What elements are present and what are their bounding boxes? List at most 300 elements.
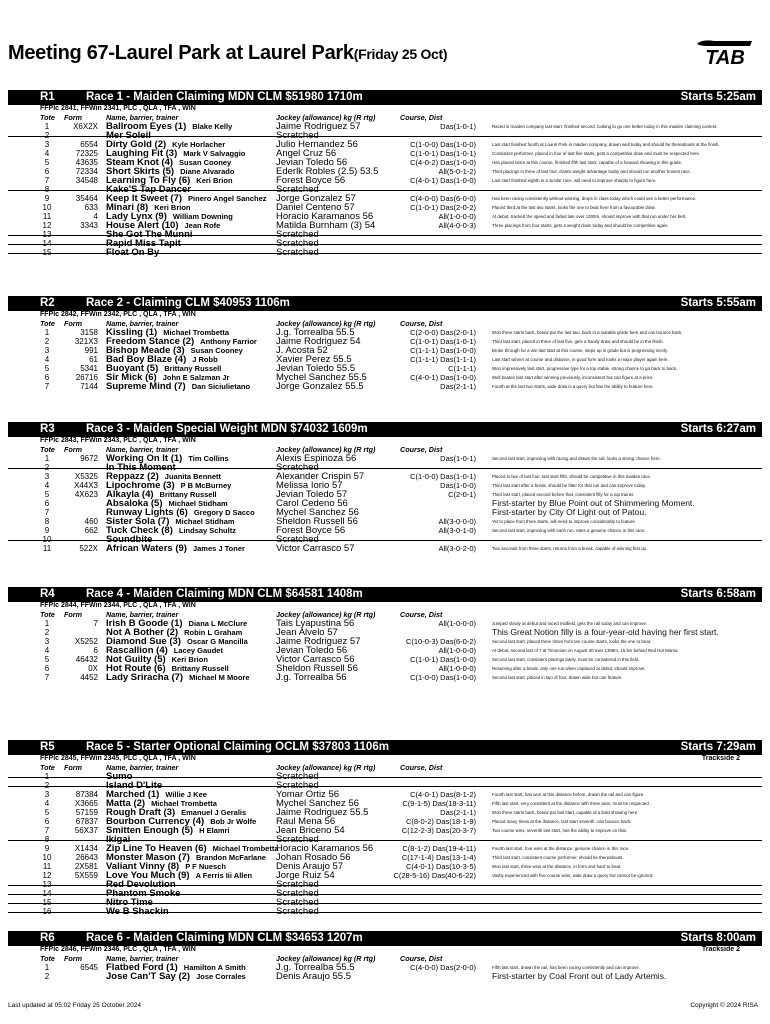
horse-barrier: Ballroom Eyes (1)	[106, 121, 187, 132]
tote-number: 2	[44, 972, 50, 981]
trainer-name: Pinero Angel Sanchez	[188, 194, 267, 203]
horse-barrier: Irish B Goode (1)	[106, 618, 183, 629]
race-pools: FFPlc 2842, FFWin 2342, PLC , QLA , TFA , WIN	[40, 311, 196, 318]
col-horse: Name, barrier, trainer	[106, 445, 179, 454]
trainer-name: Tim Collins	[188, 454, 229, 463]
trainer-name: Keri Brion	[171, 655, 208, 664]
jockey: Jevian Toledo 56	[276, 645, 348, 656]
race-pools: FFPlc 2845, FFWin 2345, PLC , QLA , TFA , WIN Trackside 2	[40, 755, 740, 762]
tote-number: 2	[44, 463, 50, 472]
trackside-channel: Trackside 2	[701, 755, 740, 762]
race-start-time: Starts 6:27am	[680, 423, 756, 435]
course-distance-stats: C(1-0-0) Das(1-0-0)	[410, 140, 476, 149]
form-figures: 5X559	[74, 871, 98, 880]
runner-comment: First-starter by City Of Light out of Patou.	[492, 508, 647, 517]
form-figures: X5325	[74, 472, 98, 481]
horse-barrier: Marched (1)	[106, 789, 160, 800]
runner-row	[8, 544, 762, 553]
col-course-dist: Course, Dist	[400, 610, 443, 619]
trainer-name: Gregory D Sacco	[193, 508, 255, 517]
jockey: Scratched	[276, 780, 319, 791]
horse-name	[106, 972, 246, 981]
trainer-name: Susan Cooney	[179, 158, 232, 167]
runner-comment: Has been racing consistently without winning, drops in class today which could see a better performance.	[492, 196, 697, 201]
col-course-dist: Course, Dist	[400, 319, 443, 328]
horse-barrier: Working On It (1)	[106, 453, 183, 464]
runner-row-scratched	[8, 907, 762, 916]
trainer-name: Juanita Bennett	[164, 472, 222, 481]
tote-number: 13	[42, 880, 52, 889]
trainer-name: Jean Rofe	[184, 221, 221, 230]
course-distance-stats: C(8-1-2) Das(19-4-11)	[402, 844, 476, 853]
form-figures: 6	[93, 646, 98, 655]
runner-comment: Vastly experienced with five course wins, wide draw a query but cannot be ignored.	[492, 873, 654, 878]
col-tote: Tote	[40, 113, 55, 122]
col-course-dist: Course, Dist	[400, 763, 443, 772]
race-header	[8, 296, 762, 311]
horse-barrier: Hot Route (6)	[106, 663, 166, 674]
course-distance-stats: C(4-0-1) Das(1-0-0)	[410, 176, 476, 185]
trainer-name: Emanuel J Geralis	[181, 808, 247, 817]
course-distance-stats: All(3-0-0-0)	[438, 517, 476, 526]
form-figures: 72334	[75, 167, 98, 176]
tote-number: 9	[44, 844, 50, 853]
horse-barrier: Love You Much (9)	[106, 870, 190, 881]
form-figures: 26643	[75, 853, 98, 862]
tote-number: 3	[44, 346, 50, 355]
runner-comment: Consistent performer, placed in four of last five starts, gets a competitive draw and must be respected here.	[492, 151, 701, 156]
runner-row-scratched	[8, 248, 762, 257]
horse-barrier: Not A Bother (2)	[106, 627, 179, 638]
tote-number: 7	[44, 382, 50, 391]
tote-number: 11	[42, 544, 52, 553]
jockey: Jaime Rodriguez 57	[276, 121, 361, 132]
horse-barrier: Sumo	[106, 771, 133, 782]
col-form: Form	[64, 113, 82, 122]
runner-comment: This Great Notion filly is a four-year-old having her first start.	[492, 628, 719, 637]
trainer-name: Robin L Graham	[184, 628, 243, 637]
course-distance-stats: C(1-1-1) Das(1-0-0)	[410, 346, 476, 355]
horse-name	[106, 907, 169, 916]
jockey: Mychel Sanchez 56	[276, 507, 359, 518]
course-distance-stats: All(1-0-0-0)	[438, 664, 476, 673]
course-distance-stats: All(1-0-0-0)	[438, 212, 476, 221]
form-figures: 34548	[75, 176, 98, 185]
trainer-name: Mark V Salvaggio	[183, 149, 246, 158]
jockey: Jaime Rodriguez 55.5	[276, 807, 369, 818]
horse-barrier: Supreme Mind (7)	[106, 381, 186, 392]
form-figures: 4X623	[74, 490, 98, 499]
horse-barrier: Kake'S Tap Dancer	[106, 184, 191, 195]
jockey: Raul Mena 56	[276, 816, 336, 827]
jockey: Scratched	[276, 534, 319, 545]
course-distance-stats: Das(2-1-1)	[440, 382, 476, 391]
trainer-name: Blake Kelly	[192, 122, 233, 131]
tote-number: 11	[42, 212, 52, 221]
jockey: Melissa Iorio 57	[276, 480, 343, 491]
horse-barrier: Sir Mick (6)	[106, 372, 157, 383]
jockey: Victor Carrasco 56	[276, 654, 355, 665]
col-course-dist: Course, Dist	[400, 113, 443, 122]
runner-comment: Second last start, consistent placings lately, must be considered in this field.	[492, 657, 640, 662]
trainer-name: H Elamri	[199, 826, 230, 835]
tote-number: 10	[42, 535, 52, 544]
race-number: R4	[40, 588, 55, 600]
col-jockey: Jockey (allowance) kg (R rtg)	[276, 763, 376, 772]
col-tote: Tote	[40, 763, 55, 772]
runner-comment: Well beaten last start after winning previously, inconsistent but can figure at a price.	[492, 375, 654, 380]
col-tote: Tote	[40, 954, 55, 963]
tote-number: 7	[44, 826, 50, 835]
tote-number: 7	[44, 673, 50, 682]
course-distance-stats: C(1-0-1) Das(1-0-0)	[410, 655, 476, 664]
race-start-time: Starts 7:29am	[680, 741, 756, 753]
runner-comment: At debut, second last of 7 at Timonium on August 30 over 1308m, 15 len behind Red Hot Mama.	[492, 648, 679, 653]
horse-barrier: Lady Sriracha (7)	[106, 672, 184, 683]
horse-barrier: Not Guilty (5)	[106, 654, 166, 665]
col-horse: Name, barrier, trainer	[106, 763, 179, 772]
col-form: Form	[64, 610, 82, 619]
runner-comment: Has placed twice at this course, finished fifth last start, capable of a forward showing in this grade.	[492, 160, 683, 165]
runner-comment: Two course wins, seventh last start, has the ability to improve on that.	[492, 828, 627, 833]
tote-number: 13	[42, 230, 52, 239]
trainer-name: James J Toner	[192, 544, 245, 553]
jockey: Jaime Rodriguez 54	[276, 336, 361, 347]
jockey: Angel Cruz 56	[276, 148, 337, 159]
trainer-name: Susan Cooney	[190, 346, 243, 355]
page-header	[8, 38, 762, 74]
jockey: Jean Alvelo 57	[276, 627, 338, 638]
trainer-name: Kyle Horlacher	[172, 140, 226, 149]
tote-number: 7	[44, 508, 50, 517]
horse-barrier: Rough Draft (3)	[106, 807, 176, 818]
jockey: Alexis Espinoza 56	[276, 453, 357, 464]
form-figures: 633	[84, 203, 98, 212]
form-figures: 61	[89, 355, 98, 364]
jockey: Julio Hernandez 56	[276, 139, 358, 150]
tote-number: 2	[44, 781, 50, 790]
race-number: R2	[40, 297, 55, 309]
race-section	[8, 931, 762, 981]
runner-comment: Second last start, improving with racing and drawn the rail, looks a strong chance here.	[492, 456, 661, 461]
trainer-name: Diane Alvarado	[180, 167, 235, 176]
tote-number: 12	[42, 871, 52, 880]
runner-comment: Jumped slowly at debut and raced midfield, gets the rail today and can improve.	[492, 621, 647, 626]
jockey: Scratched	[276, 247, 319, 258]
form-figures: 3158	[80, 328, 98, 337]
col-form: Form	[64, 445, 82, 454]
tote-number: 15	[42, 248, 52, 257]
tote-number: 4	[44, 481, 50, 490]
race-number: R6	[40, 932, 55, 944]
form-figures: 5341	[80, 364, 98, 373]
runner-comment: Second last start, placed three times from ten course starts, looks the one to beat.	[492, 639, 652, 644]
race-start-time: Starts 6:58am	[680, 588, 756, 600]
course-distance-stats: All(1-0-0-0)	[438, 646, 476, 655]
horse-barrier: Laughing Fit (3)	[106, 148, 178, 159]
tote-number: 4	[44, 646, 50, 655]
tote-number: 5	[44, 364, 50, 373]
horse-barrier: Island D'Lite	[106, 780, 163, 791]
horse-barrier: Matta (2)	[106, 798, 146, 809]
col-tote: Tote	[40, 319, 55, 328]
horse-barrier: Nitro Time	[106, 897, 153, 908]
form-figures: X5252	[74, 637, 98, 646]
course-distance-stats: C(2-0-0) Das(2-0-1)	[410, 328, 476, 337]
race-pools: FFPlc 2846, FFWin 2346, PLC , QLA , TFA , WIN Trackside 2	[40, 946, 740, 953]
form-figures: 522X	[79, 544, 98, 553]
horse-barrier: Short Skirts (5)	[106, 166, 175, 177]
jockey: J.g. Torrealba 55.5	[276, 962, 355, 973]
runner-comment: Three placings from four starts, gets a weight claim today and should be competitive again.	[492, 223, 669, 228]
horse-barrier: African Waters (9)	[106, 543, 187, 554]
runner-comment: Two seconds from three starts, returns from a break, capable of winning first up.	[492, 546, 648, 551]
course-distance-stats: C(12-2-3) Das(20-3-7)	[401, 826, 476, 835]
form-figures: 460	[84, 517, 98, 526]
form-figures: 0X	[88, 664, 98, 673]
course-distance-stats: C(4-0-1) Das(1-0-0)	[410, 373, 476, 382]
horse-barrier: Ikigai	[106, 834, 131, 845]
horse-barrier: Soundbite	[106, 534, 153, 545]
form-figures: X44X3	[73, 481, 98, 490]
tote-number: 6	[44, 499, 50, 508]
jockey: Ederlk Robles (2.5) 53.5	[276, 166, 379, 177]
race-section	[8, 422, 762, 553]
jockey: Victor Carrasco 57	[276, 543, 355, 554]
race-name: Race 4 - Maiden Claiming MDN CLM $64581 1408m	[86, 588, 363, 600]
runner-comment: Won last start, three wins at the distance, in form and hard to beat.	[492, 864, 622, 869]
course-distance-stats: C(1-0-1) Das(1-0-1)	[410, 337, 476, 346]
col-jockey: Jockey (allowance) kg (R rtg)	[276, 113, 376, 122]
col-course-dist: Course, Dist	[400, 954, 443, 963]
horse-barrier: Bad Boy Blaze (4)	[106, 354, 187, 365]
runner-comment: Placed many times at the distance, last start seventh, can bounce back.	[492, 819, 632, 824]
horse-barrier: Keep It Sweet (7)	[106, 193, 183, 204]
horse-barrier: Diamond Sue (3)	[106, 636, 181, 647]
form-figures: 43635	[75, 158, 98, 167]
race-name: Race 1 - Maiden Claiming MDN CLM $51980 1710m	[86, 91, 363, 103]
trainer-name: Michael Trombetta	[151, 799, 217, 808]
runner-comment: Third last start, consistent course performer, should be thereabouts.	[492, 855, 624, 860]
jockey: Mychel Sanchez 56	[276, 798, 359, 809]
form-figures: 67837	[75, 817, 98, 826]
runner-comment: Raced in maiden company last start, finished second, looking to go one better today in this maiden claiming contest.	[492, 124, 718, 129]
trainer-name: P F Nuesch	[185, 862, 226, 871]
trainer-name: J Robb	[192, 355, 218, 364]
col-form: Form	[64, 319, 82, 328]
jockey: Scratched	[276, 879, 319, 890]
race-name: Race 6 - Maiden Claiming MDN CLM $34653 1207m	[86, 932, 363, 944]
horse-barrier: Learning To Fly (6)	[106, 175, 191, 186]
horse-barrier: Lady Lynx (9)	[106, 211, 167, 222]
horse-barrier: Mer Soleil	[106, 130, 151, 141]
horse-barrier: Steam Knot (4)	[106, 157, 174, 168]
runner-comment: Broke through for a win last start at this course, steps up in grade but is progressing nicely.	[492, 348, 668, 353]
tote-number: 1	[44, 122, 50, 131]
tote-number: 9	[44, 526, 50, 535]
race-header	[8, 422, 762, 437]
trainer-name: Hamilton A Smith	[183, 963, 246, 972]
course-distance-stats: C(1-1-1) Das(1-1-1)	[410, 355, 476, 364]
horse-barrier: Jose Can'T Say (2)	[106, 971, 191, 982]
runner-comment: Fourth last start, four wins at the distance, genuine chance in this race.	[492, 846, 630, 851]
tote-number: 9	[44, 194, 50, 203]
course-distance-stats: C(1-0-0) Das(1-0-0)	[410, 673, 476, 682]
tote-number: 3	[44, 790, 50, 799]
runner-comment: Resuming after a break, only one run when unplaced at debut, should improve.	[492, 666, 646, 671]
horse-barrier: Sister Sola (7)	[106, 516, 170, 527]
form-figures: X1434	[74, 844, 98, 853]
jockey: Xavier Perez 55.5	[276, 354, 352, 365]
form-figures: 3343	[80, 221, 98, 230]
runner-comment: Won three starts back, below par last start, capable of a bold showing here.	[492, 810, 639, 815]
jockey: Carol Cedeno 56	[276, 498, 348, 509]
course-distance-stats: All(4-0-0-3)	[438, 221, 476, 230]
tote-number: 8	[44, 185, 50, 194]
course-distance-stats: C(4-0-1) Das(10-3-5)	[405, 862, 476, 871]
runner-comment: At debut, tracked the speed and faded late over 1300m, should improve with that run under her belt.	[492, 214, 687, 219]
jockey: Forest Boyce 56	[276, 175, 346, 186]
course-distance-stats: Das(1-0-1)	[440, 454, 476, 463]
horse-barrier: Bourbon Currency (4)	[106, 816, 205, 827]
horse-barrier: Valiant Vinny (8)	[106, 861, 180, 872]
horse-barrier: She Got The Munni	[106, 229, 193, 240]
form-figures: 6554	[80, 140, 98, 149]
trainer-name: Dan Siciulietano	[191, 382, 251, 391]
horse-barrier: Phantom Smoke	[106, 888, 181, 899]
copyright: Copyright © 2024 RISA	[690, 1002, 758, 1009]
tote-number: 5	[44, 490, 50, 499]
race-section	[8, 740, 762, 916]
tote-number: 6	[44, 664, 50, 673]
runner-comment: Fourth at the last two starts, wide draw is a query but has the ability to feature here.	[492, 384, 654, 389]
form-figures: 57159	[75, 808, 98, 817]
trainer-name: Michael Stidham	[168, 499, 228, 508]
runner-comment: Third last start, placed second before that, consistent filly for a top trainer.	[492, 492, 635, 497]
horse-barrier: Reppazz (2)	[106, 471, 159, 482]
tote-number: 5	[44, 158, 50, 167]
runner-comment: Placed third at the last two starts, looks the one to beat here from a favourable draw.	[492, 205, 656, 210]
trainer-name: Keri Brion	[196, 176, 233, 185]
tote-number: 5	[44, 655, 50, 664]
runner-comment: First-starter by Coal Front out of Lady Artemis.	[492, 972, 667, 981]
trainer-name: P B McBurney	[180, 481, 232, 490]
jockey: Jevian Toledo 56	[276, 157, 348, 168]
race-start-time: Starts 5:25am	[680, 91, 756, 103]
col-horse: Name, barrier, trainer	[106, 610, 179, 619]
tote-number: 12	[42, 221, 52, 230]
trainer-name: Brittany Russell	[171, 664, 229, 673]
meeting-name: Meeting 67-Laurel Park at Laurel Park	[8, 42, 354, 64]
form-figures: 46432	[75, 655, 98, 664]
form-figures: 35464	[75, 194, 98, 203]
runner-comment: Second last start, placed in two of four, drawn wide but can feature.	[492, 675, 623, 680]
race-section	[8, 587, 762, 682]
runner-row	[8, 972, 762, 981]
jockey: Jevian Toledo 57	[276, 489, 348, 500]
runner-comment: First-starter by Blue Point out of Shimmering Moment.	[492, 499, 695, 508]
jockey: Sheldon Russell 56	[276, 663, 358, 674]
jockey: Scratched	[276, 771, 319, 782]
horse-barrier: Buoyant (5)	[106, 363, 159, 374]
tote-number: 16	[42, 907, 52, 916]
jockey: Horacio Karamanos 56	[276, 211, 374, 222]
runner-comment: Fifth last start, drawn the rail, has been racing consistently and can improve.	[492, 965, 640, 970]
course-distance-stats: Das(2-1-1)	[440, 808, 476, 817]
horse-barrier: In This Moment	[106, 462, 176, 473]
tote-number: 6	[44, 817, 50, 826]
tote-number: 1	[44, 619, 50, 628]
horse-barrier: Monster Mason (7)	[106, 852, 190, 863]
horse-name	[106, 544, 245, 553]
trainer-name: Michael Trombetta	[212, 844, 279, 853]
runner-comment: Second last start, improving with each run, rates a genuine chance in this race.	[492, 528, 646, 533]
form-figures: 991	[84, 346, 98, 355]
trainer-name: A Ferris Iii Allen	[195, 871, 253, 880]
course-distance-stats: C(1-0-1) Das(2-0-2)	[410, 203, 476, 212]
race-number: R5	[40, 741, 55, 753]
trainer-name: Keri Brion	[154, 203, 191, 212]
form-figures: 72325	[75, 149, 98, 158]
col-jockey: Jockey (allowance) kg (R rtg)	[276, 445, 376, 454]
horse-barrier: House Alert (10)	[106, 220, 179, 231]
course-distance-stats: Das(1-0-0)	[440, 481, 476, 490]
trainer-name: Jose Corrales	[196, 972, 246, 981]
course-distance-stats: C(10-0-3) Das(6-0-2)	[405, 637, 476, 646]
race-section	[8, 296, 762, 391]
trainer-name: Brandon McFarlane	[195, 853, 266, 862]
jockey: J. Acosta 52	[276, 345, 328, 356]
jockey: J.g. Torrealba 55.5	[276, 327, 355, 338]
jockey: Scratched	[276, 229, 319, 240]
course-distance-stats: C(4-0-0) Das(6-0-0)	[410, 194, 476, 203]
col-horse: Name, barrier, trainer	[106, 954, 179, 963]
trainer-name: Anthony Farrior	[200, 337, 257, 346]
jockey: J.g. Torrealba 56	[276, 672, 347, 683]
jockey: Jaime Rodriguez 57	[276, 636, 361, 647]
jockey: Sheldon Russell 56	[276, 516, 358, 527]
jockey: Scratched	[276, 897, 319, 908]
jockey: Jorge Gonzalez 55.5	[276, 381, 364, 392]
horse-barrier: Kissling (1)	[106, 327, 158, 338]
horse-barrier: Runway Lights (6)	[106, 507, 188, 518]
form-figures: 4	[93, 212, 98, 221]
course-distance-stats: C(4-0-2) Das(1-0-0)	[410, 158, 476, 167]
jockey: Scratched	[276, 906, 319, 917]
meeting-title	[8, 42, 447, 65]
horse-barrier: Alkayla (4)	[106, 489, 154, 500]
course-distance-stats: C(8-0-2) Das(18-1-9)	[405, 817, 476, 826]
course-distance-stats: Das(1-0-1)	[440, 122, 476, 131]
jockey: Horacio Karamanos 56	[276, 843, 374, 854]
runner-comment: Last start finished fourth at Laurel Park in maiden company, drawn well today and should be thereabouts at the finish.	[492, 142, 720, 147]
tote-number: 14	[42, 239, 52, 248]
form-figures: X6X2X	[73, 122, 98, 131]
jockey: Alexander Crispin 57	[276, 471, 365, 482]
col-form: Form	[64, 954, 82, 963]
tote-number: 1	[44, 454, 50, 463]
jockey: Yomar Ortiz 56	[276, 789, 340, 800]
trainer-name: Brittany Russell	[159, 490, 217, 499]
tote-number: 4	[44, 355, 50, 364]
course-distance-stats: C(4-0-1) Das(8-1-2)	[410, 790, 476, 799]
jockey: Scratched	[276, 888, 319, 899]
tote-number: 11	[42, 862, 52, 871]
jockey: Johan Rosado 56	[276, 852, 351, 863]
race-number: R1	[40, 91, 55, 103]
form-figures: 7144	[80, 382, 98, 391]
runner-comment: Fifth last start, very consistent at the distance with three wins, must be respected.	[492, 801, 650, 806]
